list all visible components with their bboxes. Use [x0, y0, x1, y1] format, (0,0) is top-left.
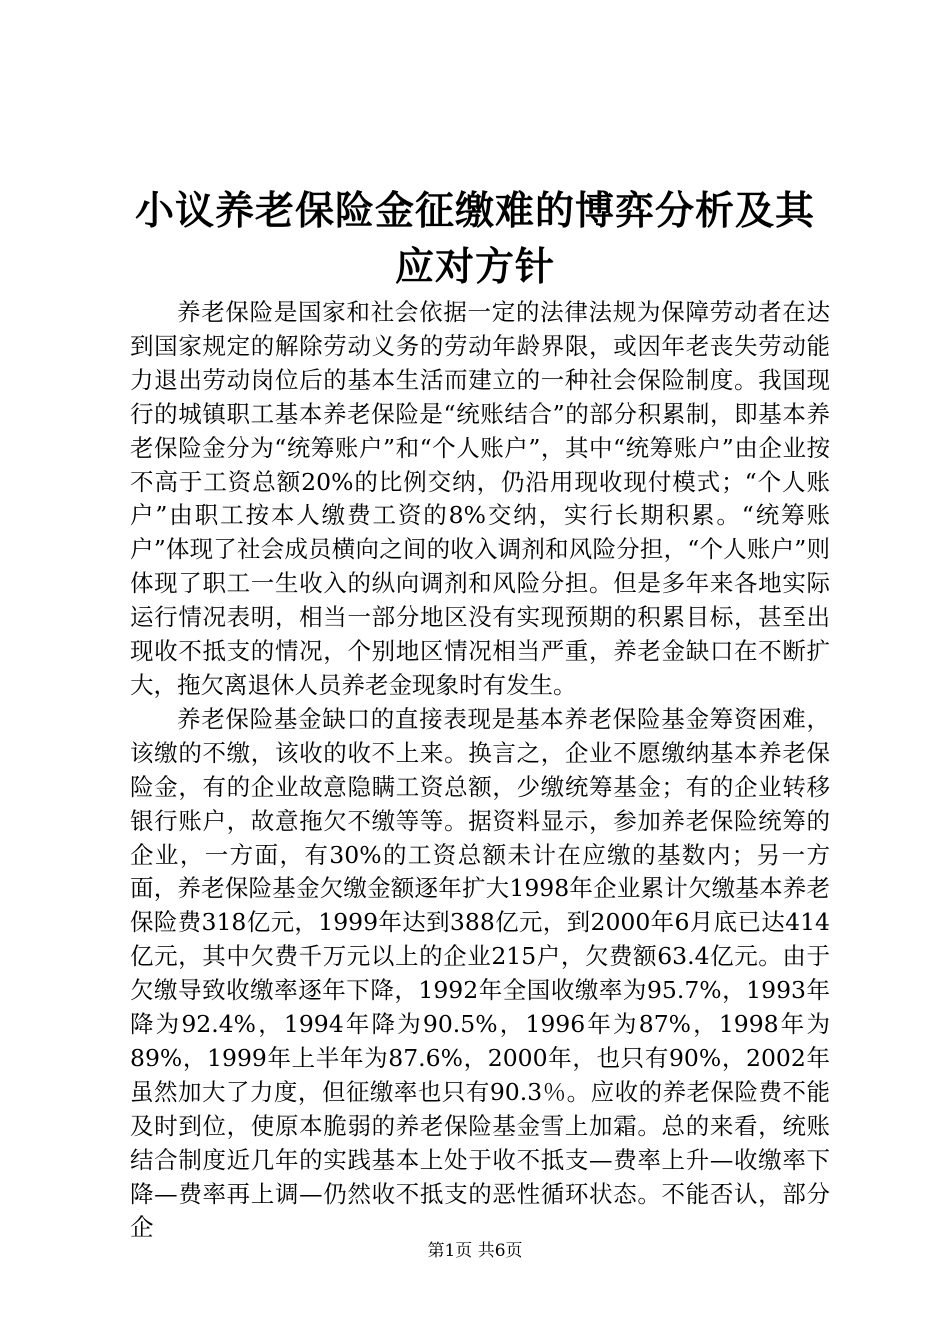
document-body	[130, 296, 830, 1245]
document-title: 小议养老保险金征缴难的博弈分析及其应对方针	[134, 188, 815, 290]
paragraph: 养老保险是国家和社会依据一定的法律法规为保障劳动者在达到国家规定的解除劳动义务的劳动年龄界限，或因年老丧失劳动能力退出劳动岗位后的基本生活而建立的一种社会保险制度。我国现行的城镇职工基本养老保险是“统账结合”的部分积累制，即基本养老保险金分为“统筹账户”和“个人账户”，其中“统筹账户”由企业按不高于工资总额20%的比例交纳，仍沿用现收现付模式；“个人账户”由职工按本人缴费工资的8%交纳，实行长期积累。“统筹账户”体现了社会成员横向之间的收入调剂和风险分担，“个人账户”则体现了职工一生收入的纵向调剂和风险分担。但是多年来各地实际运行情况表明，相当一部分地区没有实现预期的积累目标，甚至出现收不抵支的情况，个别地区情况相当严重，养老金缺口在不断扩大，拖欠离退休人员养老金现象时有发生。	[130, 298, 830, 699]
page-footer: 第1页 共6页	[427, 1241, 523, 1261]
paragraph: 养老保险基金缺口的直接表现是基本养老保险基金筹资困难，该缴的不缴，该收的收不上来。换言之，企业不愿缴纳基本养老保险金，有的企业故意隐瞒工资总额，少缴统筹基金；有的企业转移银行账户，故意拖欠不缴等等。据资料显示，参加养老保险统筹的企业，一方面，有30%的工资总额未计在应缴的基数内；另一方面，养老保险基金欠缴金额逐年扩大1998年企业累计欠缴基本养老保险费318亿元，1999年达到388亿元，到2000年6月底已达414亿元，其中欠费千万元以上的企业215户，欠费额63.4亿元。由于欠缴导致收缴率逐年下降，1992年全国收缴率为95.7%，1993年降为92.4%，1994年降为90.5%，1996年为87%，1998年为89%，1999年上半年为87.6%，2000年，也只有90%，2002年虽然加大了力度，但征缴率也只有90.3％。应收的养老保险费不能及时到位，使原本脆弱的养老保险基金雪上加霜。总的来看，统账结合制度近几年的实践基本上处于收不抵支—费率上升—收缴率下降—费率再上调—仍然收不抵支的恶性循环状态。不能否认，部分企	[130, 704, 830, 1242]
